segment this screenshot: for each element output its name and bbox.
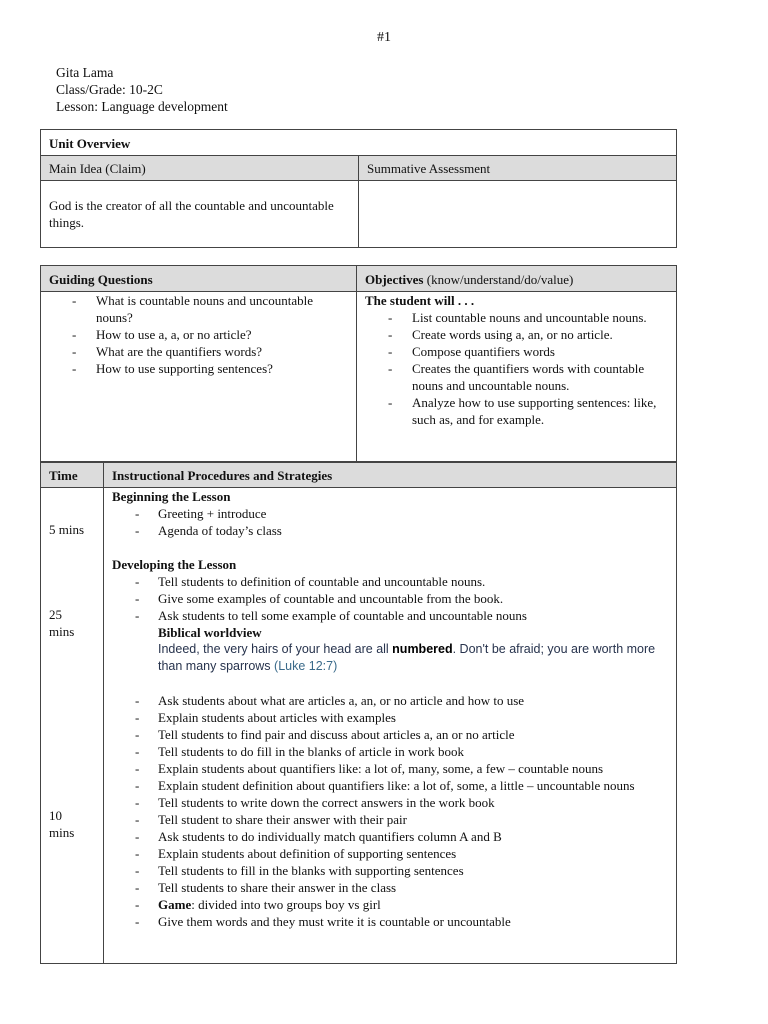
developing-list — [112, 573, 668, 624]
objectives-header — [357, 266, 677, 292]
beginning-title: Beginning the Lesson — [112, 489, 231, 504]
list-item: - Agenda of today’s class — [112, 522, 668, 539]
list-item: - Ask students to tell some example of countable and uncountable nouns — [112, 607, 668, 624]
main-idea-text: God is the creator of all the countable and uncountable things. — [41, 181, 359, 248]
procedures-table — [40, 462, 677, 964]
biblical-title: Biblical worldview — [158, 625, 262, 640]
guiding-objectives-table — [40, 265, 677, 462]
bible-verse — [158, 641, 668, 675]
game-label: Game — [158, 897, 192, 912]
procedures-cell — [104, 488, 677, 964]
biblical-block — [112, 624, 668, 675]
list-item: - How to use supporting sentences? — [49, 360, 348, 377]
verse-reference: (Luke 12:7) — [274, 659, 338, 673]
verse-text: Indeed, the very hairs of your head are all — [158, 642, 393, 656]
unit-overview-table — [40, 129, 677, 248]
objectives-header-bold: Objectives — [365, 272, 424, 287]
summative-text — [359, 181, 677, 248]
time-header: Time — [41, 463, 104, 488]
verse-text: . Don't be afraid; you are worth more than many sparrows — [158, 642, 656, 673]
list-item: - Explain students about quantifiers like: a lot of, many, some, a few – countable nouns — [112, 760, 668, 777]
list-item — [112, 896, 668, 913]
list-item: - Tell students to find pair and discuss about articles a, an or no article — [112, 726, 668, 743]
guiding-questions-header: Guiding Questions — [41, 266, 357, 292]
game-text: : divided into two groups boy vs girl — [191, 897, 381, 912]
teacher-name: Gita Lama — [56, 65, 114, 80]
list-item: - Ask students about what are articles a, an, or no article and how to use — [112, 692, 668, 709]
summative-header: Summative Assessment — [359, 156, 677, 181]
objectives-cell — [357, 292, 677, 462]
time-label: 10 mins — [49, 808, 75, 840]
objectives-header-rest: (know/understand/do/value) — [423, 272, 574, 287]
document-header — [56, 64, 228, 115]
list-item: - Explain student definition about quantifiers like: a lot of, some, a little – uncountable nouns — [112, 777, 668, 794]
list-item: - Tell students to write down the correct answers in the work book — [112, 794, 668, 811]
list-item: - Explain students about definition of supporting sentences — [112, 845, 668, 862]
main-idea-header: Main Idea (Claim) — [41, 156, 359, 181]
guiding-questions-cell — [41, 292, 357, 462]
list-item: - Greeting + introduce — [112, 505, 668, 522]
lesson-line — [56, 98, 228, 115]
objectives-list — [365, 309, 668, 428]
objectives-intro: The student will . . . — [365, 293, 475, 308]
list-item: - Tell students to share their answer in the class — [112, 879, 668, 896]
developing-title: Developing the Lesson — [112, 557, 237, 572]
lesson-value: Language development — [101, 99, 228, 114]
list-item: - Tell students to fill in the blanks with supporting sentences — [112, 862, 668, 879]
verse-emphasis: numbered — [392, 642, 453, 656]
list-item: - How to use a, a, or no article? — [49, 326, 348, 343]
procedures-header: Instructional Procedures and Strategies — [104, 463, 677, 488]
time-label: 5 mins — [49, 522, 85, 537]
list-item: - Give them words and they must write it is countable or uncountable — [112, 913, 668, 930]
class-grade: Class/Grade: 10-2C — [56, 82, 163, 97]
time-cell — [41, 488, 104, 964]
list-item: - Explain students about articles with examples — [112, 709, 668, 726]
list-item: - What is countable nouns and uncountable nouns? — [49, 292, 348, 326]
list-item: - Analyze how to use supporting sentences: like, such as, and for example. — [365, 394, 668, 428]
list-item: - List countable nouns and uncountable nouns. — [365, 309, 668, 326]
guiding-questions-list — [49, 292, 348, 377]
time-label: 25 mins — [49, 607, 75, 639]
list-item: - Compose quantifiers words — [365, 343, 668, 360]
unit-overview-title: Unit Overview — [41, 130, 677, 156]
list-item: - Give some examples of countable and uncountable from the book. — [112, 590, 668, 607]
list-item: - Creates the quantifiers words with countable nouns and uncountable nouns. — [365, 360, 668, 394]
list-item: - Tell student to share their answer with their pair — [112, 811, 668, 828]
list-item: - Tell students to definition of countable and uncountable nouns. — [112, 573, 668, 590]
activities-list — [112, 692, 668, 930]
list-item: - Create words using a, an, or no article. — [365, 326, 668, 343]
list-item: - What are the quantifiers words? — [49, 343, 348, 360]
list-item: - Tell students to do fill in the blanks of article in work book — [112, 743, 668, 760]
list-item: - Ask students to do individually match quantifiers column A and B — [112, 828, 668, 845]
beginning-list — [112, 505, 668, 539]
lesson-label: Lesson: — [56, 99, 98, 114]
page-number: #1 — [377, 30, 391, 45]
